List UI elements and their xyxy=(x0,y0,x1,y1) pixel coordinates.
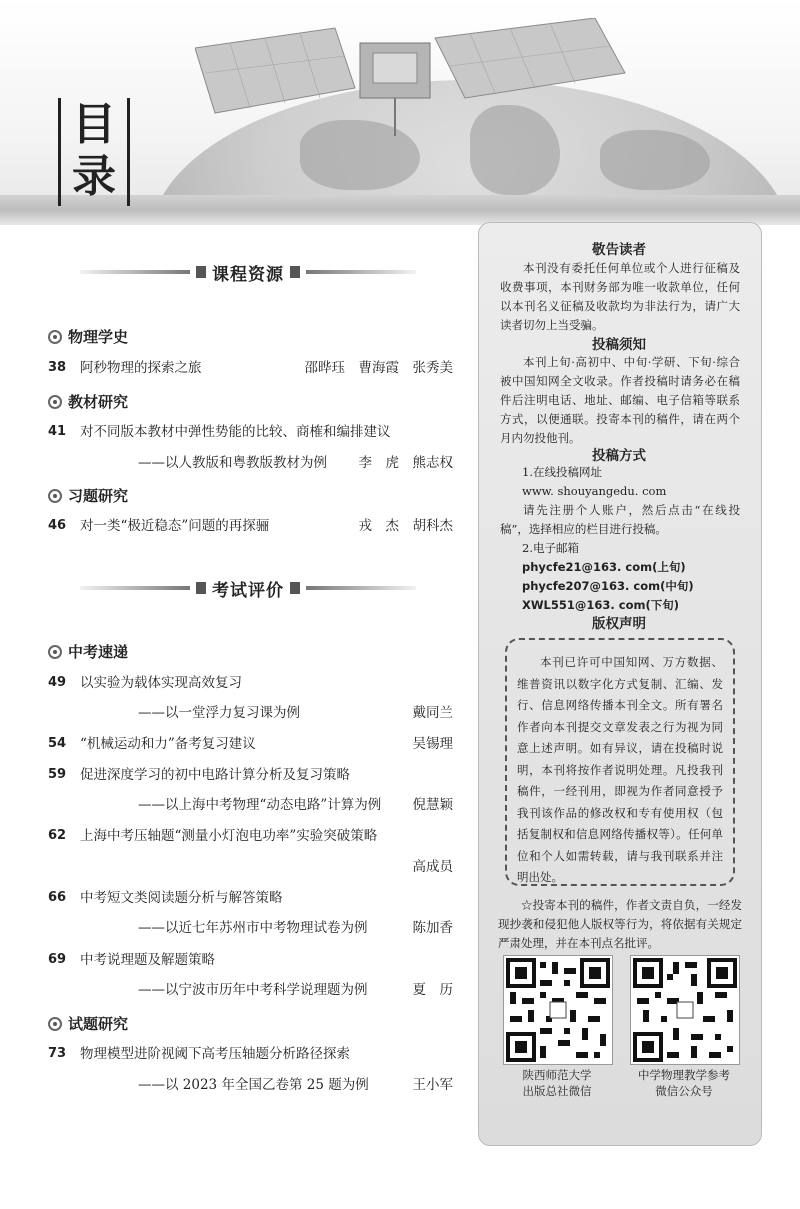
toc-entry[interactable]: 46 对一类“极近稳态”问题的再探骊 戎 杰 胡科杰 xyxy=(48,518,453,534)
toc-entry[interactable]: 59 促进深度学习的初中电路计算分析及复习策略 xyxy=(48,767,350,783)
copyright-title: 版权声明 xyxy=(592,616,646,632)
email-item[interactable]: phycfe21@163. com(上旬) xyxy=(522,560,686,574)
toc-entry[interactable]: 62 上海中考压轴题“测量小灯泡电功率”实验突破策略 xyxy=(48,828,378,844)
qr-code-icon[interactable] xyxy=(503,955,613,1065)
toc-subentry[interactable]: ——以近七年苏州市中考物理试卷为例 陈加香 xyxy=(138,920,453,936)
qr-code-icon[interactable] xyxy=(630,955,740,1065)
toc-subentry[interactable]: 高成员 xyxy=(412,859,453,875)
email-item[interactable]: XWL551@163. com(下旬) xyxy=(522,598,679,612)
online-text: 请先注册个人账户，然后点击“在线投稿”，选择相应的栏目进行投稿。 xyxy=(500,503,740,536)
toc-subentry[interactable]: ——以人教版和粤教版教材为例 李 虎 熊志权 xyxy=(138,455,453,471)
section-heading: 物理学史 xyxy=(48,326,128,347)
title-char: 录 xyxy=(72,151,116,202)
method-title: 投稿方式 xyxy=(592,448,646,464)
section-banner-exam xyxy=(80,575,416,601)
toc-subentry[interactable]: ——以一堂浮力复习课为例 戴同兰 xyxy=(138,705,453,721)
section-heading: 中考速递 xyxy=(48,641,128,662)
notice-title: 敬告读者 xyxy=(592,242,646,258)
section-banner-course xyxy=(80,259,416,285)
email-item[interactable]: phycfe207@163. com(中旬) xyxy=(522,579,694,593)
qr-caption: 陕西师范大学 出版总社微信 xyxy=(522,1068,592,1098)
circle-bullet-icon xyxy=(48,645,62,659)
toc-entry[interactable]: 49 以实验为载体实现高效复习 xyxy=(48,675,242,691)
banner-label: 考试评价 xyxy=(212,580,284,601)
page-title xyxy=(58,98,130,206)
warning-text: ☆投寄本刊的稿件，作者文责自负，一经发现抄袭和侵犯他人版权等行为，将依据有关规定严肃处理，并在本刊点名批评。 xyxy=(498,898,742,950)
section-heading: 试题研究 xyxy=(48,1013,128,1034)
toc-entry[interactable]: 41 对不同版本教材中弹性势能的比较、商榷和编排建议 xyxy=(48,424,391,440)
circle-bullet-icon xyxy=(48,489,62,503)
submit-text: 本刊上旬·高初中、中旬·学研、下旬·综合被中国知网全文收录。作者投稿时请务必在稿件后注明电话、地址、邮编、电子信箱等联系方式，以便通联。投寄本刊的稿件，请在两个月内勿投他刊。 xyxy=(500,355,740,445)
copyright-text: 本刊已许可中国知网、万方数据、维普资讯以数字化方式复制、汇编、发行、信息网络传播本刊全文。所有署名作者向本刊提交文章发表之行为视为同意上述声明。如有异议，请在投稿时说明，本刊将按作者说明处理。凡投我刊稿件，一经刊用，即视为作者同意授予我刊该作品的修改权和专有使用权（包括复制权和信息网络传播权等）。任何单位和个人如需转载，请与我刊联系并注明出处。 xyxy=(517,655,723,884)
circle-bullet-icon xyxy=(48,395,62,409)
section-heading: 教材研究 xyxy=(48,391,128,412)
circle-bullet-icon xyxy=(48,1017,62,1031)
toc-entry[interactable]: 66 中考短文类阅读题分析与解答策略 xyxy=(48,890,283,906)
toc-entry[interactable]: 69 中考说理题及解题策略 xyxy=(48,952,215,968)
section-heading: 习题研究 xyxy=(48,485,128,506)
header-banner xyxy=(0,0,800,225)
notice-text: 本刊没有委托任何单位或个人进行征稿及收费事项，本刊财务部为唯一收款单位，任何以本刊名义征稿及收款均为非法行为，请广大读者切勿上当受骗。 xyxy=(500,261,740,332)
email-label: 2.电子邮箱 xyxy=(522,541,579,555)
banner-label: 课程资源 xyxy=(212,264,284,285)
online-label: 1.在线投稿网址 xyxy=(522,465,602,479)
toc-subentry[interactable]: ——以 2023 年全国乙卷第 25 题为例 王小军 xyxy=(138,1077,453,1093)
toc-subentry[interactable]: ——以宁波市历年中考科学说理题为例 夏 历 xyxy=(138,982,453,998)
toc-entry[interactable]: 73 物理模型进阶视阈下高考压轴题分析路径探索 xyxy=(48,1046,350,1062)
toc-entry[interactable]: 54 “机械运动和力”备考复习建议 吴锡理 xyxy=(48,736,453,752)
toc-subentry[interactable]: ——以上海中考物理“动态电路”计算为例 倪慧颖 xyxy=(138,797,453,813)
submit-title: 投稿须知 xyxy=(592,337,646,353)
toc-entry[interactable]: 38 阿秒物理的探索之旅 邵晔珏 曹海霞 张秀美 xyxy=(48,360,453,376)
qr-caption: 中学物理教学参考 微信公众号 xyxy=(638,1068,730,1098)
online-url[interactable]: www. shouyangedu. com xyxy=(522,484,667,498)
circle-bullet-icon xyxy=(48,330,62,344)
satellite-icon xyxy=(195,18,675,138)
title-char: 目 xyxy=(72,99,116,150)
copyright-box xyxy=(505,638,735,886)
